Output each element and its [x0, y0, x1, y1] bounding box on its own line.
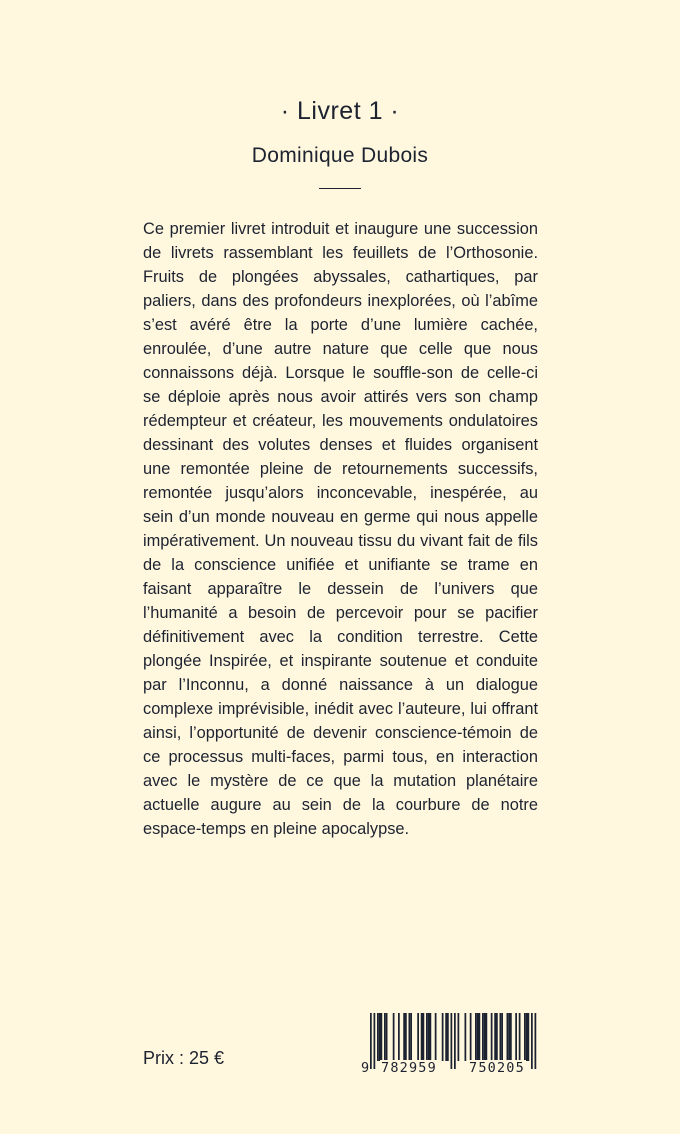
isbn-right-group: 750205: [469, 1060, 525, 1076]
barcode-bar: [426, 1013, 428, 1061]
barcode-bar: [423, 1013, 425, 1061]
barcode-bar: [417, 1013, 419, 1061]
barcode-bar: [377, 1013, 379, 1061]
back-cover-blurb: Ce premier livret introduit et inaugure une succession de livrets rassemblant les feuillets de l’Orthosonie. Fruits de plongées abyssales, cathartiques, par paliers, dans des profondeurs inexplorées, où l’abîme s’est avéré être la porte d’une lumière cachée, enroulée, d’une autre nature que celle que nous connaissons déjà. Lorsque le souffle-son de celle-ci se déploie après nous avoir attirés vers son champ rédempteur et créateur, les mouvements ondulatoires dessinant des volutes denses et fluides organisent une remontée pleine de retournements successifs, remontée jusqu’alors inconcevable, inespérée, au sein d’un monde nouveau en germe qui nous appelle impérativement. Un nouveau tissu du vivant fait de fils de la conscience unifiée et unifiante se trame en faisant apparaître le dessein de l’univers que l’humanité a besoin de percevoir pour se pacifier définitivement avec la condition terrestre. Cette plongée Inspirée, et inspirante soutenue et conduite par l’Inconnu, a donné naissance à un dialogue complexe imprévisible, inédit avec l’auteure, lui offrant ainsi, l’opportunité de devenir conscience-témoin de ce processus multi-faces, parmi tous, en interaction avec le mystère de ce que la mutation planétaire actuelle augure au sein de la courbure de notre espace-temps en pleine apocalypse.: [143, 220, 538, 838]
barcode-bar: [528, 1013, 530, 1061]
barcode-bar: [524, 1013, 526, 1061]
barcode-bar: [526, 1013, 528, 1061]
barcode-bar: [428, 1013, 430, 1061]
barcode-bar: [494, 1013, 496, 1061]
author-name: Dominique Dubois: [251, 144, 429, 167]
barcode-bar: [465, 1013, 467, 1061]
barcode-bar: [496, 1013, 498, 1061]
barcode-bar: [500, 1013, 502, 1061]
isbn-digits: [360, 1060, 540, 1080]
barcode-bar: [430, 1013, 432, 1061]
barcode-bar: [410, 1013, 412, 1061]
barcode-bar: [470, 1013, 472, 1061]
barcode-bar: [405, 1013, 407, 1061]
barcode-bar: [486, 1013, 488, 1061]
barcode-bar: [482, 1013, 484, 1061]
barcode-bar: [409, 1013, 411, 1061]
barcode-bar: [393, 1013, 395, 1061]
barcode-bar: [384, 1013, 386, 1061]
barcode-bar: [519, 1013, 521, 1061]
isbn-left-group: 782959: [381, 1060, 437, 1076]
price-label: Prix : 25 €: [143, 1048, 225, 1068]
barcode-bar: [379, 1013, 381, 1061]
barcode-bar: [507, 1013, 509, 1061]
barcode-bar: [484, 1013, 486, 1061]
barcode-bar: [479, 1013, 481, 1061]
barcode-bar: [435, 1013, 437, 1061]
barcode-bar: [381, 1013, 383, 1061]
barcode-bar: [491, 1013, 493, 1061]
barcode-bar: [475, 1013, 477, 1061]
barcode-bar: [421, 1013, 423, 1061]
series-title: · Livret 1 ·: [280, 97, 400, 125]
barcode-bar: [442, 1013, 444, 1061]
barcode-bar: [477, 1013, 479, 1061]
barcode-bar: [510, 1013, 512, 1061]
barcode-bar: [447, 1013, 449, 1061]
barcode-bar: [515, 1013, 517, 1061]
barcode-bar: [403, 1013, 405, 1061]
barcode-bar: [398, 1013, 400, 1061]
barcode-bar: [386, 1013, 388, 1061]
barcode-bar: [508, 1013, 510, 1061]
title-divider: [319, 188, 361, 189]
barcode-bar: [445, 1013, 447, 1061]
isbn-lead-digit: 9: [361, 1060, 370, 1076]
barcode-bar: [458, 1013, 460, 1061]
barcode-bar: [501, 1013, 503, 1061]
